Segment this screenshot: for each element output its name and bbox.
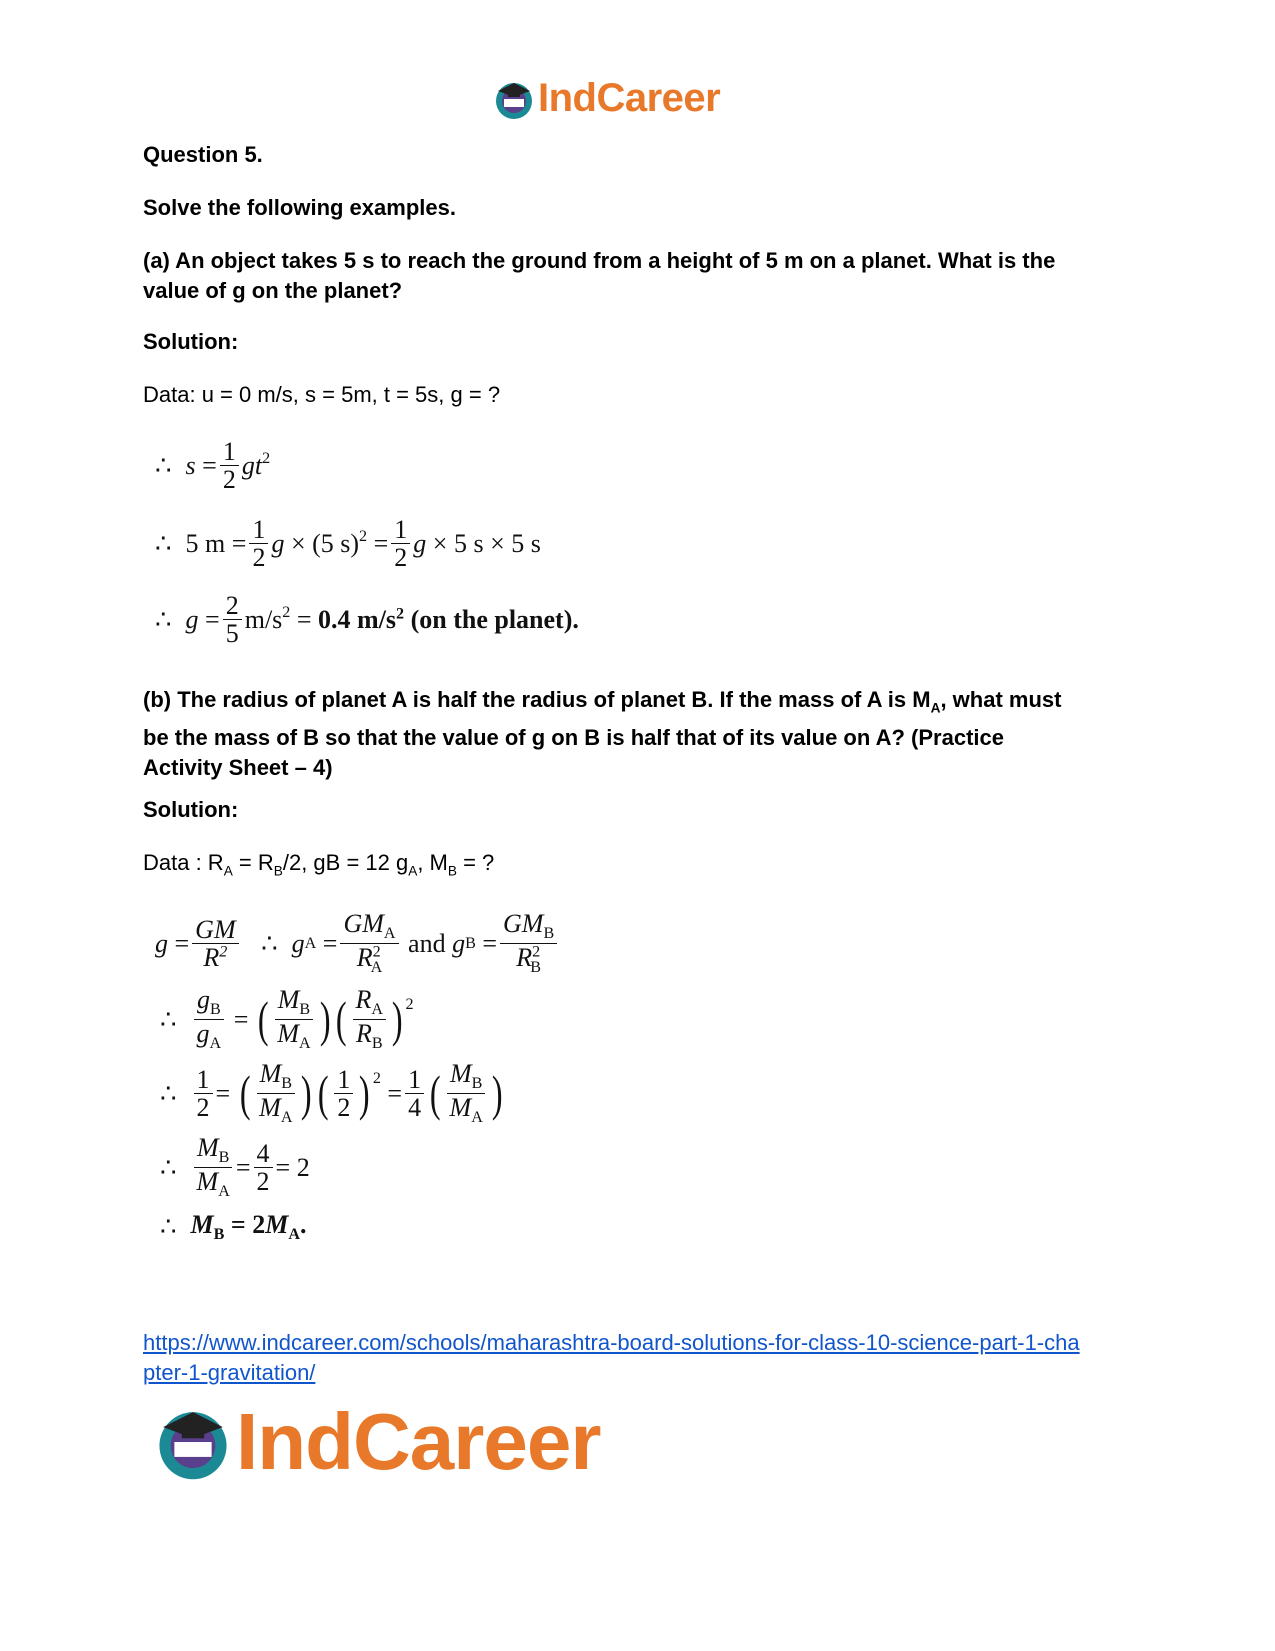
part-b-data-line: Data : $R_A = R_B/2$, gB = 12 $g_A$, $M_B$ = ? bbox=[143, 850, 495, 879]
equation-a2: ∴ 5 m = $\frac{1}{2}$ g × (5 s) $^2$ = $\frac{1}{2}$ g × 5 s × 5 s bbox=[155, 515, 541, 573]
equation-a1: ∴ s = $\frac{1}{2}$ gt $^2$ bbox=[155, 437, 271, 495]
footer-logo bbox=[152, 1396, 600, 1488]
part-a-data-line: Data: u = 0 m/s, s = 5m, t = 5s, g = ? bbox=[143, 382, 501, 407]
source-link-line-1: https://www.indcareer.com/schools/maharashtra-board-solutions-for-class-10-science-part-1-cha bbox=[143, 1330, 1080, 1355]
header-logo bbox=[492, 76, 720, 121]
equation-b4: ∴ $\frac{M_B}{M_A}$ = $\frac{4}{2}$ = 2 bbox=[160, 1133, 310, 1201]
part-a-question: (a) An object takes 5 s to reach the ground from a height of 5 m on a planet. What is the value of g on the planet? bbox=[143, 248, 1056, 303]
question-title: Question 5. bbox=[143, 142, 263, 167]
part-a-solution-label: Solution: bbox=[143, 329, 239, 354]
source-link[interactable] bbox=[143, 1328, 1080, 1388]
graduation-globe-icon bbox=[492, 77, 536, 121]
equation-a3: ∴ g = $\frac{2}{5}$ m/s $^2$ = 0.4 $m/s^2$ (on the planet). bbox=[155, 591, 579, 649]
part-b-question-subscript: A bbox=[930, 700, 941, 716]
equation-b1: g = $\frac{GM}{R^2}$ ∴ g A = $\frac{GM_A}{R^2_A}$ and g B = $\frac{GM_B}{R^2_B}$ bbox=[155, 910, 560, 977]
footer-logo-text: IndCareer bbox=[236, 1397, 601, 1486]
equation-b3: ∴ $\frac{1}{2}$ = ( $\frac{M_B}{M_A}$ ) ( $\frac{1}{2}$ ) $^2$ = $\frac{1}{4}$ ( $\frac{M_B}{M_A}$ ) bbox=[160, 1059, 503, 1127]
part-b-question-text-end: , what must be the mass of B so that the value of g on B is half that of its value on A? (Practice Activity Sheet – 4) bbox=[143, 687, 1062, 781]
part-b-question bbox=[143, 685, 1073, 783]
source-link-block bbox=[143, 1328, 1080, 1388]
source-link-line-2: pter-1-gravitation/ bbox=[143, 1360, 316, 1385]
equation-b5: ∴ $M_B = 2M_A$. bbox=[160, 1210, 307, 1244]
graduation-globe-icon bbox=[152, 1401, 234, 1483]
header-logo-text: IndCareer bbox=[538, 76, 721, 120]
part-b-question-text-start: (b) The radius of planet A is half the radius of planet B. If the mass of A is M bbox=[143, 687, 931, 712]
question-instruction: Solve the following examples. bbox=[143, 195, 456, 220]
part-b-solution-label: Solution: bbox=[143, 797, 239, 822]
equation-b2: ∴ $\frac{g_B}{g_A}$ = ( $\frac{M_B}{M_A}$ ) ( $\frac{R_A}{R_B}$ ) $^2$ bbox=[160, 985, 414, 1053]
